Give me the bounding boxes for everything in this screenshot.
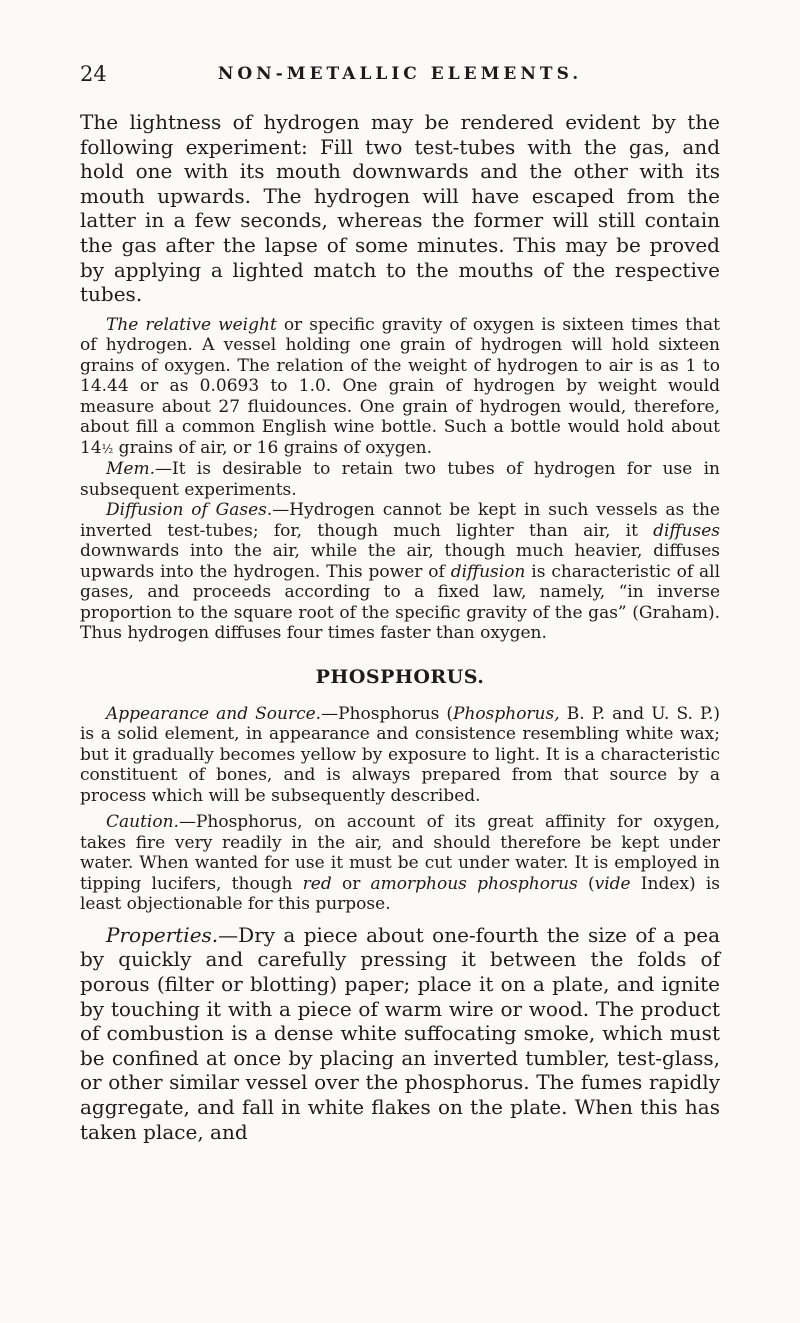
running-title: NON-METALLIC ELEMENTS.	[217, 64, 583, 84]
paragraph-appearance: Appearance and Source.—Phosphorus (Phosphorus, B. P. and U. S. P.) is a solid element, in appearance and consistence resembling white wax; but it gradually becomes yellow by exposure to light. It is a characteristic constituent of bones, and is always prepared from that source by a process which will be subsequently described.	[80, 703, 720, 806]
paragraph-properties: Properties.—Dry a piece about one-fourth the size of a pea by quickly and carefully pressing it between the folds of porous (filter or blotting) paper; place it on a plate, and ignite by touching it with a piece of warm wire or wood. The product of combustion is a dense white suffocating smoke, which must be confined at once by placing an inverted tumbler, test-glass, or other similar vessel over the phosphorus. The fumes rapidly aggregate, and fall in white flakes on the plate. When this has taken place, and	[80, 922, 720, 1144]
diffusion-lead: Diffusion of Gases.	[106, 500, 273, 521]
paragraph-diffusion: Diffusion of Gases.—Hydrogen cannot be kept in such vessels as the inverted test-tubes; for, though much lighter than air, it diffuses downwards into the air, while the air, though much heavier, diffuses upwards into the hydrogen. This power of diffusion is characteristic of all gases, and proceeds according to a fixed law, namely, “in inverse proportion to the square root of the specific gravity of the gas” (Graham). Thus hydrogen diffuses four times faster than oxygen.	[80, 500, 721, 644]
page-body	[80, 110, 720, 1144]
fraction-half: ½	[101, 441, 114, 456]
properties-lead: Properties.	[106, 922, 219, 947]
relative-weight-lead: The relative weight	[106, 314, 277, 335]
paragraph-caution: Caution.—Phosphorus, on account of its great affinity for oxygen, takes fire very readily in the air, and should therefore be kept under water. When wanted for use it must be cut under water. It is employed in tipping lucifers, though red or amorphous phosphorus (vide Index) is least objectionable for this purpose.	[80, 812, 720, 915]
paragraph-memo: Mem.—It is desirable to retain two tubes of hydrogen for use in subsequent experiments.	[80, 459, 720, 500]
section-title-phosphorus: PHOSPHORUS.	[315, 665, 485, 688]
paragraph-lightness-experiment: The lightness of hydrogen may be rendered evident by the following experiment: Fill two test-tubes with the gas, and hold one with its mouth downwards and the other with its mouth upwards. The hydrogen will have escaped from the latter in a few seconds, whereas the former will still contain the gas after the lapse of some minutes. This may be proved by applying a lighted match to the mouths of the respective tubes.	[80, 110, 720, 307]
page-number: 24	[80, 62, 107, 86]
page-header	[80, 62, 720, 92]
memo-lead: Mem.	[106, 459, 155, 480]
caution-lead: Caution.	[106, 812, 179, 833]
paragraph-relative-weight: The relative weight or specific gravity of oxygen is sixteen times that of hydrogen. A vessel holding one grain of hydrogen will hold sixteen grains of oxygen. The relation of the weight of hydrogen to air is as 1 to 14.44 or as 0.0693 to 1.0. One grain of hydrogen by weight would measure about 27 fluidounces. One grain of hydrogen would, therefore, about fill a common English wine bottle. Such a bottle would hold about 14½ grains of air, or 16 grains of oxygen.	[80, 314, 720, 458]
appearance-lead: Appearance and Source.	[106, 703, 322, 724]
